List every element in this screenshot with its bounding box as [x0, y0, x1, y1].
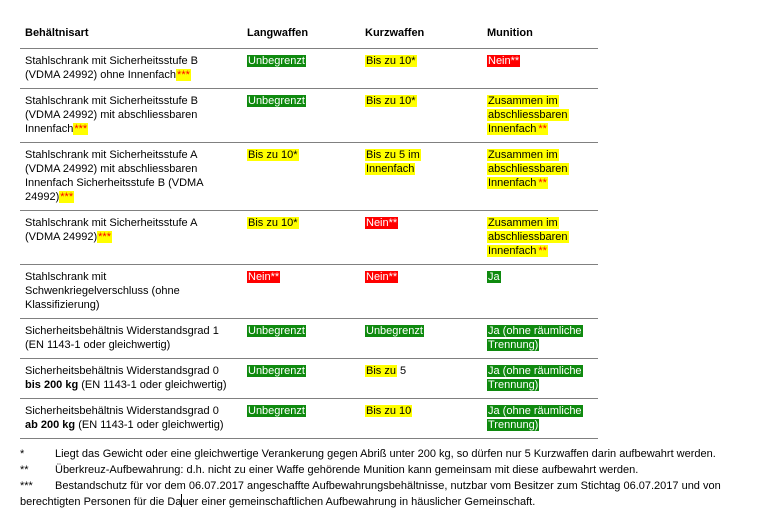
cell-behaeltnisart [20, 211, 247, 264]
langwaffen-value: Bis zu 10* [248, 149, 298, 161]
cell-text-line: (EN 1143-1 oder gleichwertig) [78, 379, 227, 391]
kurzwaffen-value-plain: 5 [396, 365, 407, 377]
munition-value-line: Ja (ohne räumliche [488, 365, 582, 377]
cell-langwaffen [247, 89, 365, 142]
kurzwaffen-value: Nein** [366, 217, 398, 229]
langwaffen-value: Unbegrenzt [248, 95, 305, 107]
kurzwaffen-value: Bis zu 10* [366, 95, 416, 107]
cell-langwaffen [247, 49, 365, 88]
cell-text-line: (VDMA 24992) ohne Innenfach [25, 69, 177, 81]
cell-text-line: (EN 1143-1 oder gleichwertig) [25, 339, 171, 351]
footnote-ref-asterisks: *** [74, 123, 88, 135]
cell-text-line: Sicherheitsbehältnis Widerstandsgrad 0 [25, 405, 219, 417]
munition-value-line: Ja (ohne räumliche [488, 325, 582, 337]
cell-behaeltnisart [20, 319, 247, 358]
footnote-marker: *** [20, 480, 33, 492]
table-row [20, 264, 598, 318]
footnote-text: uer einer gemeinschaftlichen Aufbewahrung in häuslicher Gemeinschaft. [182, 496, 536, 508]
cell-text-line: (EN 1143-1 oder gleichwertig) [75, 419, 224, 431]
munition-value-line: Zusammen im [488, 217, 558, 229]
cell-text-line: Stahlschrank mit Sicherheitsstufe A [25, 217, 198, 229]
table-row [20, 48, 598, 88]
munition-value-line: abschliessbaren [488, 163, 568, 175]
footnote-marker: * [20, 448, 25, 460]
munition-value-line: abschliessbaren [488, 231, 568, 243]
cell-munition [487, 89, 598, 142]
cell-langwaffen [247, 399, 365, 438]
cell-text-line: Innenfach Sicherheitsstufe B (VDMA [25, 177, 204, 189]
footnote-ref-asterisks: *** [177, 69, 190, 81]
kurzwaffen-value: Unbegrenzt [366, 325, 423, 337]
footnote-single-asterisk [20, 446, 768, 462]
footnote-text: Liegt das Gewicht oder eine gleichwertige Verankerung gegen Abriß unter 200 kg, so dürfen nur 5 Kurzwaffen darin aufbewahrt werden. [55, 448, 716, 460]
cell-text-bold: ab 200 kg [25, 419, 76, 431]
cell-text-line: Stahlschrank mit Sicherheitsstufe A [25, 149, 198, 161]
langwaffen-value: Unbegrenzt [248, 55, 305, 67]
kurzwaffen-value-line: Bis zu 5 im [366, 149, 420, 161]
langwaffen-value: Unbegrenzt [248, 405, 305, 417]
kurzwaffen-value-line: Innenfach [366, 163, 415, 175]
cell-langwaffen [247, 143, 365, 210]
cell-text-line: (VDMA 24992) [25, 231, 98, 243]
cell-kurzwaffen [365, 143, 487, 210]
footnote-text: berechtigten Personen für die Da [20, 496, 182, 508]
footnotes-section [20, 446, 768, 510]
cell-kurzwaffen [365, 399, 487, 438]
cell-kurzwaffen [365, 49, 487, 88]
cell-munition [487, 359, 598, 398]
cell-behaeltnisart [20, 359, 247, 398]
cell-kurzwaffen [365, 319, 487, 358]
munition-value-line: Innenfach [488, 177, 537, 189]
cell-kurzwaffen [365, 265, 487, 318]
langwaffen-value: Unbegrenzt [248, 325, 305, 337]
kurzwaffen-value-highlighted: Bis zu [366, 365, 396, 377]
cell-munition [487, 211, 598, 264]
munition-value-line: Zusammen im [488, 95, 558, 107]
cell-munition [487, 319, 598, 358]
footnote-marker: ** [20, 464, 29, 476]
cell-text-line: Innenfach [25, 123, 74, 135]
table-row [20, 318, 598, 358]
column-header-kurzwaffen: Kurzwaffen [365, 27, 425, 39]
munition-value-line: Trennung) [488, 339, 539, 351]
column-header-munition: Munition [487, 27, 533, 39]
munition-value-line: abschliessbaren [488, 109, 568, 121]
footnote-ref-asterisks: *** [98, 231, 111, 243]
footnote-triple-asterisk [20, 478, 768, 510]
cell-behaeltnisart [20, 399, 247, 438]
munition-value-line: Ja (ohne räumliche [488, 405, 582, 417]
footnote-ref-asterisks: ** [538, 177, 547, 189]
column-header-behaeltnisart: Behältnisart [25, 27, 89, 39]
munition-value-line: Zusammen im [488, 149, 558, 161]
table-header-row [20, 24, 598, 48]
storage-regulations-table [20, 24, 598, 439]
cell-munition [487, 49, 598, 88]
cell-behaeltnisart [20, 89, 247, 142]
cell-text-line: Stahlschrank mit Sicherheitsstufe B [25, 55, 199, 67]
munition-value-line: Trennung) [488, 419, 539, 431]
cell-text-line: Stahlschrank mit Sicherheitsstufe B [25, 95, 199, 107]
cell-kurzwaffen [365, 211, 487, 264]
footnote-double-asterisk [20, 462, 768, 478]
cell-text-line: (VDMA 24992) mit abschliessbaren [25, 163, 198, 175]
cell-langwaffen [247, 211, 365, 264]
cell-text-line: Sicherheitsbehältnis Widerstandsgrad 1 [25, 325, 219, 337]
cell-text-line: (VDMA 24992) mit abschliessbaren [25, 109, 198, 121]
cell-kurzwaffen [365, 359, 487, 398]
cell-kurzwaffen [365, 89, 487, 142]
cell-behaeltnisart [20, 49, 247, 88]
table-row [20, 210, 598, 264]
langwaffen-value: Nein** [248, 271, 280, 283]
munition-value: Ja [488, 271, 500, 283]
cell-text-line: 24992) [25, 191, 60, 203]
kurzwaffen-value: Bis zu 10 [366, 405, 412, 417]
cell-behaeltnisart [20, 143, 247, 210]
cell-langwaffen [247, 359, 365, 398]
munition-value-line: Innenfach [488, 245, 537, 257]
cell-langwaffen [247, 319, 365, 358]
footnote-text: Überkreuz-Aufbewahrung: d.h. nicht zu einer Waffe gehörende Munition kann gemeinsam mit diese aufbewahrt werden. [55, 464, 639, 476]
cell-text-line: Sicherheitsbehältnis Widerstandsgrad 0 [25, 365, 219, 377]
table-row [20, 398, 598, 438]
langwaffen-value: Bis zu 10* [248, 217, 298, 229]
table-row [20, 142, 598, 210]
column-header-langwaffen: Langwaffen [247, 27, 309, 39]
footnote-ref-asterisks: ** [538, 245, 547, 257]
cell-text-line: Klassifizierung) [25, 299, 100, 311]
cell-munition [487, 399, 598, 438]
table-row [20, 88, 598, 142]
langwaffen-value: Unbegrenzt [248, 365, 305, 377]
munition-value-line: Trennung) [488, 379, 539, 391]
munition-value: Nein** [488, 55, 520, 67]
kurzwaffen-value: Nein** [366, 271, 398, 283]
footnote-ref-asterisks: *** [60, 191, 74, 203]
cell-munition [487, 143, 598, 210]
table-row [20, 358, 598, 398]
cell-text-line: Schwenkriegelverschluss (ohne [25, 285, 180, 297]
cell-langwaffen [247, 265, 365, 318]
footnote-ref-asterisks: ** [538, 123, 547, 135]
cell-text-line: Stahlschrank mit [25, 271, 107, 283]
cell-behaeltnisart [20, 265, 247, 318]
munition-value-line: Innenfach [488, 123, 537, 135]
kurzwaffen-value: Bis zu 10* [366, 55, 416, 67]
cell-munition [487, 265, 598, 318]
cell-text-bold: bis 200 kg [25, 379, 79, 391]
footnote-text: Bestandschutz für vor dem 06.07.2017 angeschaffte Aufbewahrungsbehältnisse, nutzbar vom Besitzer zum Stichtag 06.07.2017 und von [55, 480, 721, 492]
